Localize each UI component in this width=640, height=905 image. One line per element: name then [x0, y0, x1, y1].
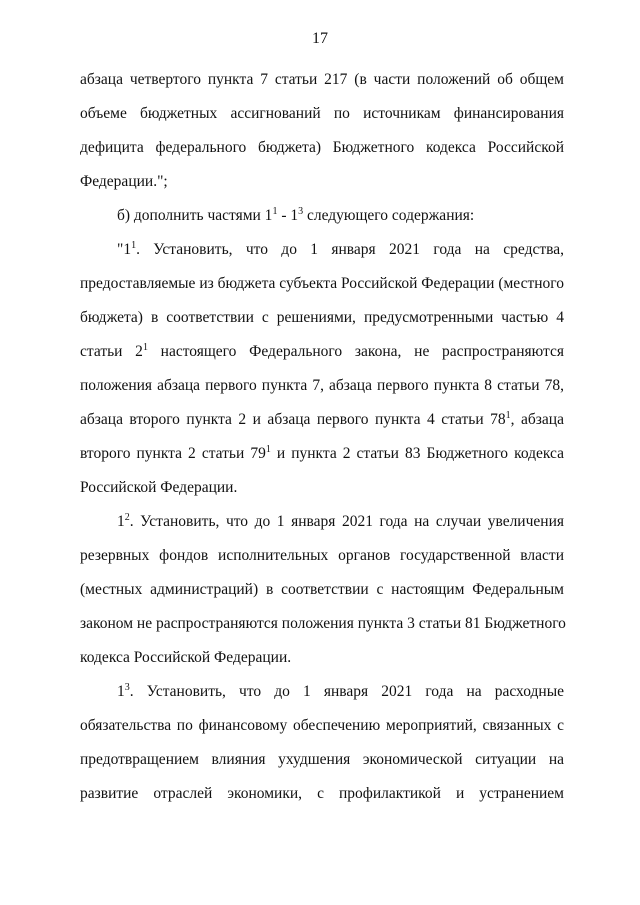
text-line: предотвращением влияния ухудшения экономической ситуации на	[80, 751, 564, 768]
text-line: резервных фондов исполнительных органов государственной власти	[80, 547, 564, 564]
text-line: статьи $2^1$ настоящего Федерального закона, не распространяются	[80, 342, 564, 360]
text-line: развитие отраслей экономики, с профилактикой и устранением	[80, 785, 564, 802]
superscript: 1	[272, 206, 278, 217]
text-line: обязательства по финансовому обеспечению мероприятий, связанных с	[80, 717, 564, 734]
text-line: "$1^1$. Установить, что до 1 января 2021 года на средства,	[117, 240, 564, 258]
text-line: $1^3$. Установить, что до 1 января 2021 года на расходные	[117, 682, 564, 700]
text-line: абзаца второго пункта 2 и абзаца первого пункта 4 статьи $78^1$, абзаца	[80, 410, 564, 428]
text-line: Российской Федерации.	[80, 479, 238, 496]
text-line: кодекса Российской Федерации.	[80, 649, 292, 666]
superscript: 1	[265, 444, 271, 455]
text-line: дефицита федерального бюджета) Бюджетного кодекса Российской	[80, 139, 564, 156]
text-line: абзаца четвертого пункта 7 статьи 217 (в части положений об общем	[80, 71, 564, 88]
superscript: 2	[124, 512, 130, 523]
superscript: 3	[298, 206, 304, 217]
superscript: 1	[505, 410, 511, 421]
text-line: Федерации.";	[80, 173, 168, 190]
text-line: объеме бюджетных ассигнований по источникам финансирования	[80, 105, 564, 122]
superscript: 1	[142, 342, 148, 353]
text-line: $1^2$. Установить, что до 1 января 2021 года на случаи увеличения	[117, 512, 564, 530]
text-line: предоставляемые из бюджета субъекта Российской Федерации (местного	[80, 275, 564, 292]
page-number: 17	[312, 30, 328, 47]
text-line: (местных администраций) в соответствии с настоящим Федеральным	[80, 581, 564, 598]
text-line: законом не распространяются положения пункта 3 статьи 81 Бюджетного	[80, 615, 566, 632]
superscript: 1	[131, 240, 137, 251]
text-line: бюджета) в соответствии с решениями, предусмотренными частью 4	[80, 309, 564, 326]
text-line: второго пункта 2 статьи $79^1$ и пункта 2 статьи 83 Бюджетного кодекса	[80, 444, 564, 462]
text-line: б) дополнить частями $1^1 - 1^3$ следующего содержания:	[117, 206, 475, 224]
text-line: положения абзаца первого пункта 7, абзаца первого пункта 8 статьи 78,	[80, 377, 564, 394]
superscript: 3	[124, 682, 130, 693]
